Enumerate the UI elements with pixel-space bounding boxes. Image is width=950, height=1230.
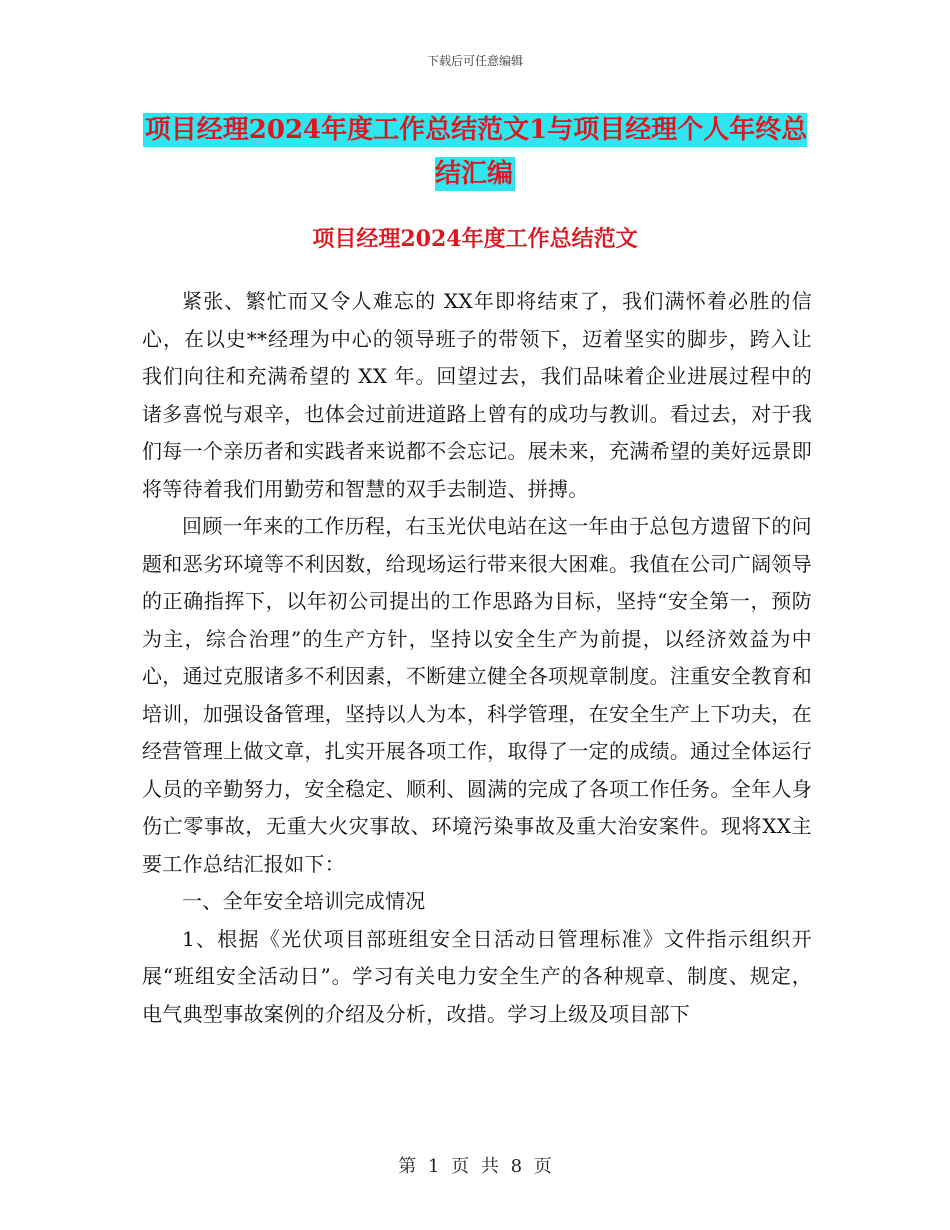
section-heading-training: 一、全年安全培训完成情况	[182, 889, 426, 913]
section-title: 项目经理2024年度工作总结范文	[312, 226, 638, 252]
document-body	[142, 283, 812, 1033]
paragraph-intro: 紧张、繁忙而又令人难忘的 XX年即将结束了，我们满怀着必胜的信心，在以史**经理为中心的领导班子的带领下，迈着坚实的脚步，跨入让我们向往和充满希望的 XX 年。回望过去，我们品味着企业进展过程中的诸多喜悦与艰辛，也体会过前进道路上曾有的成功与教训。看过去，对于我们每一个亲历者和实践者来说都不会忘记。展未来，充满希望的美好远景即将等待着我们用勤劳和智慧的双手去制造、拼搏。	[142, 289, 812, 501]
document-title	[140, 108, 810, 196]
page-number: 第 1 页 共 8 页	[398, 1156, 552, 1177]
header-note: 下载后可任意编辑	[426, 54, 523, 68]
paragraph-review: 回顾一年来的工作历程，右玉光伏电站在这一年由于总包方遗留下的问题和恶劣环境等不利因数，给现场运行带来很大困难。我值在公司广阔领导的正确指挥下，以年初公司提出的工作思路为目标，坚持“安全第一，预防为主，综合治理”的生产方针，坚持以安全生产为前提，以经济效益为中心，通过克服诸多不利因素，不断建立健全各项规章制度。注重安全教育和培训，加强设备管理，坚持以人为本，科学管理，在安全生产上下功夫，在经营管理上做文章，扎实开展各项工作，取得了一定的成绩。通过全体运行人员的辛勤努力，安全稳定、顺利、圆满的完成了各项工作任务。全年人身伤亡零事故，无重大火灾事故、环境污染事故及重大治安案件。现将XX主要工作总结汇报如下：	[142, 514, 812, 876]
paragraph-training-item-1: 1、根据《光伏项目部班组安全日活动日管理标准》文件指示组织开展“班组安全活动日”。学习有关电力安全生产的各种规章、制度、规定，电气典型事故案例的介绍及分析，改措。学习上级及项目部下	[142, 926, 812, 1026]
document-title-text: 项目经理2024年度工作总结范文1与项目经理个人年终总结汇编	[144, 115, 808, 189]
